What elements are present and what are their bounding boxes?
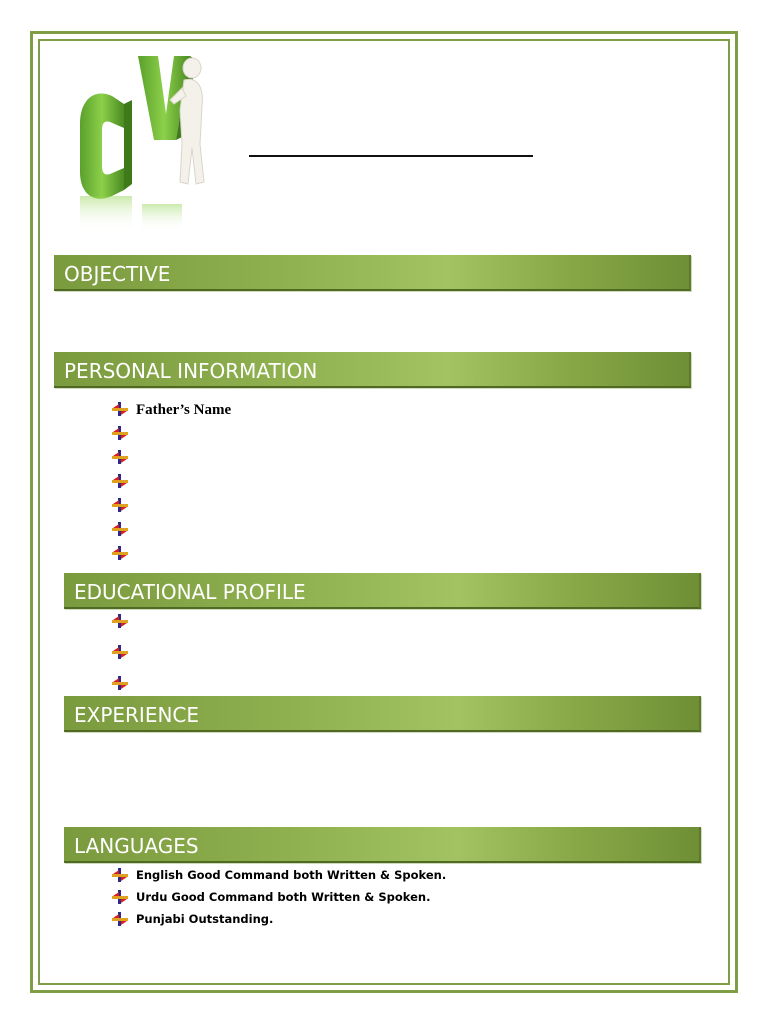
languages-title: LANGUAGES [74,834,199,858]
cross-arrow-bullet-icon [112,912,128,926]
personal-info-title: PERSONAL INFORMATION [64,359,318,383]
languages-section-header [64,827,701,863]
language-item-punjabi: Punjabi Outstanding. [136,912,274,926]
cross-arrow-bullet-icon [112,474,128,488]
objective-title: OBJECTIVE [64,262,171,286]
language-item-urdu: Urdu Good Command both Written & Spoken. [136,890,431,904]
experience-section-header [64,696,701,732]
language-item-english: English Good Command both Written & Spoken. [136,868,447,882]
cross-arrow-bullet-icon [112,426,128,440]
experience-title: EXPERIENCE [74,703,200,727]
personal-info-section-header [54,352,691,388]
cross-arrow-bullet-icon [112,890,128,904]
cross-arrow-bullet-icon [112,645,128,659]
cv-logo [42,44,232,232]
cross-arrow-bullet-icon [112,614,128,628]
cross-arrow-bullet-icon [112,546,128,560]
cross-arrow-bullet-icon [112,450,128,464]
education-title: EDUCATIONAL PROFILE [74,580,306,604]
cross-arrow-bullet-icon [112,402,128,416]
cross-arrow-bullet-icon [112,868,128,882]
cross-arrow-bullet-icon [112,676,128,690]
name-underline [249,155,533,157]
cross-arrow-bullet-icon [112,522,128,536]
objective-section-header [54,255,691,291]
education-section-header [64,573,701,609]
cross-arrow-bullet-icon [112,498,128,512]
personal-item-fathers-name: Father’s Name [136,402,232,418]
